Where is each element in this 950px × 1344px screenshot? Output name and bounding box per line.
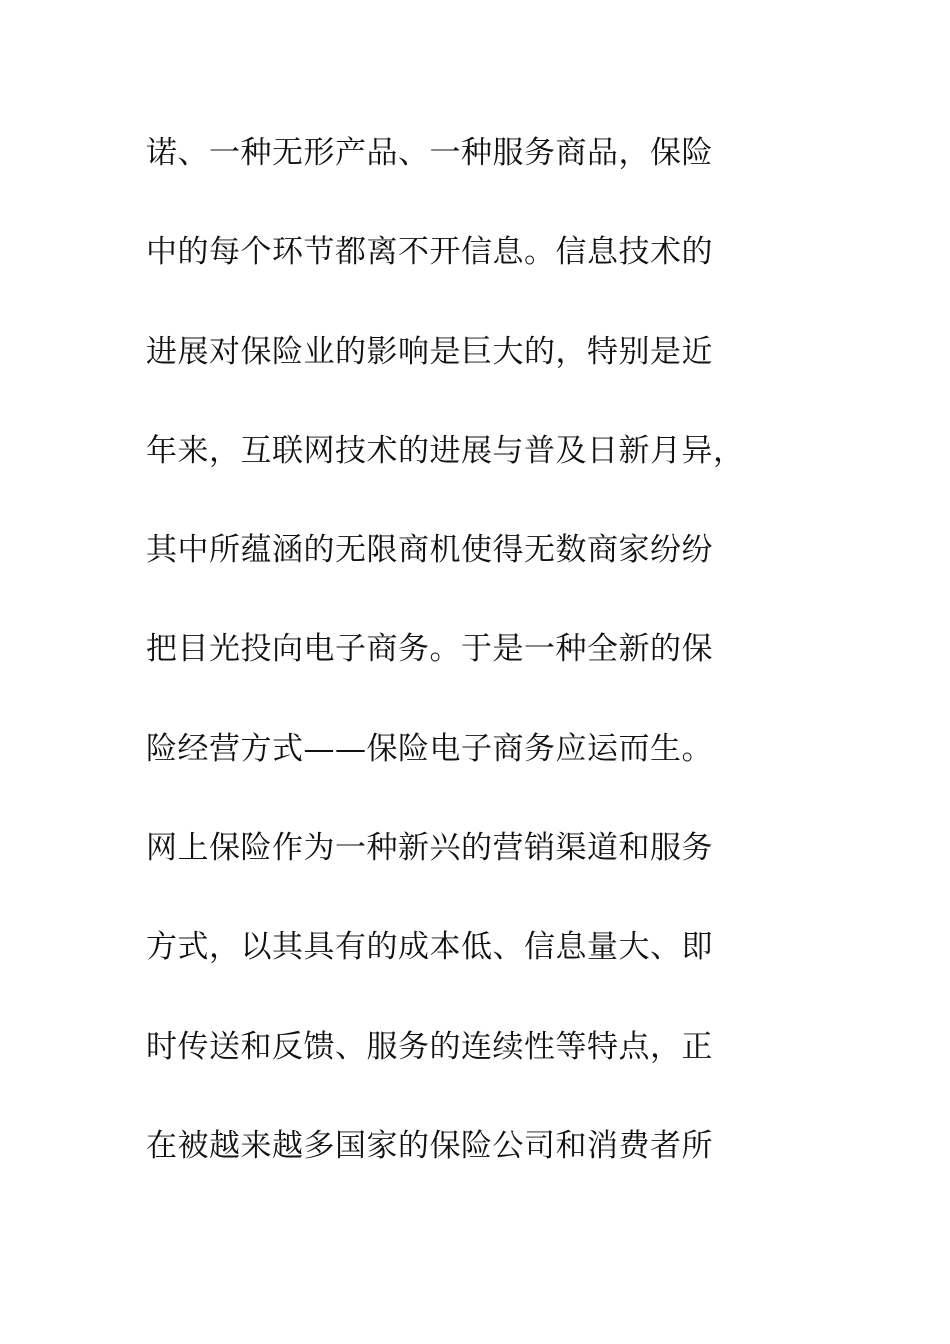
text-line-6: 把目光投向电子商务。于是一种全新的保 [146, 631, 713, 668]
body-text [146, 124, 806, 1216]
text-line-8: 网上保险作为一种新兴的营销渠道和服务 [146, 830, 713, 867]
text-line-5: 其中所蕴涵的无限商机使得无数商家纷纷 [146, 532, 713, 569]
text-line-11: 在被越来越多国家的保险公司和消费者所 [146, 1127, 713, 1164]
text-line-10: 时传送和反馈、服务的连续性等特点，正 [146, 1028, 713, 1065]
text-line-9: 方式，以其具有的成本低、信息量大、即 [146, 929, 713, 966]
text-line-4: 年来，互联网技术的进展与普及日新月异， [146, 432, 745, 469]
text-line-3: 进展对保险业的影响是巨大的，特别是近 [146, 333, 713, 370]
text-line-1: 诺、一种无形产品、一种服务商品，保险 [146, 135, 713, 171]
text-line-7: 险经营方式——保险电子商务应运而生。 [146, 730, 713, 767]
text-line-2: 中的每个环节都离不开信息。信息技术的 [146, 234, 713, 271]
